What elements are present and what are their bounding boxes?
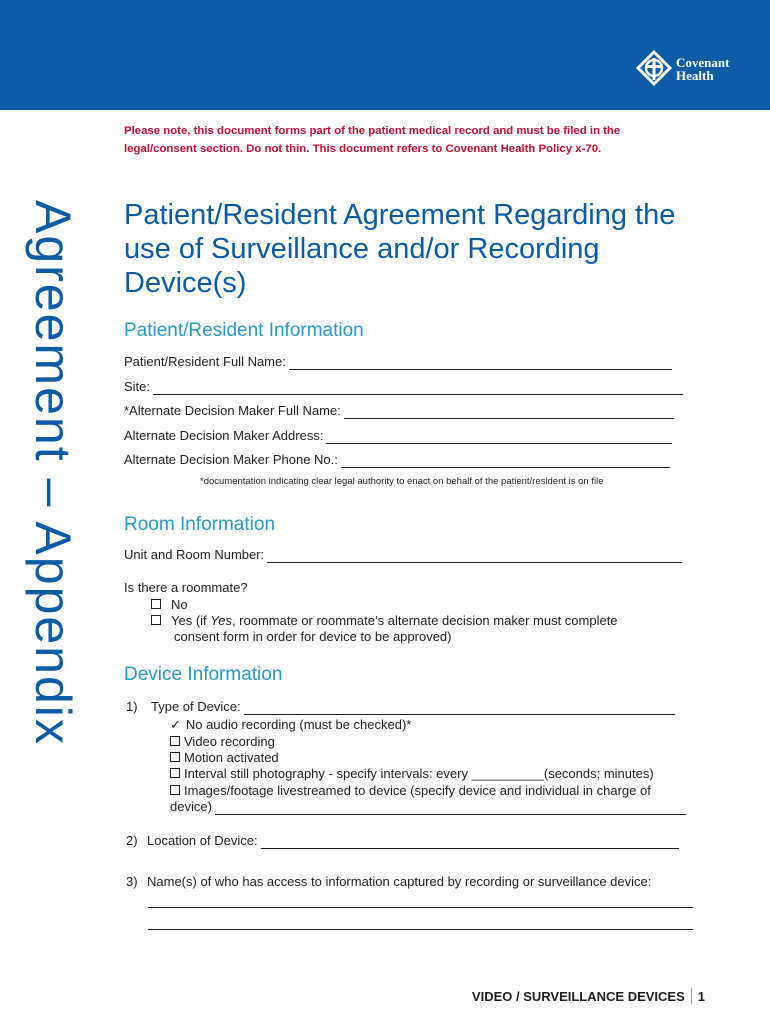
site-field[interactable] (124, 379, 683, 395)
alt-address-field[interactable] (124, 428, 672, 444)
access-input-line-2[interactable] (148, 929, 693, 930)
checkbox-icon[interactable] (170, 785, 180, 795)
room-section-heading: Room Information (124, 514, 276, 535)
livestream-label: Images/footage livestreamed to device (specify device and individual in charge of (184, 783, 651, 798)
motion-label: Motion activated (184, 750, 279, 765)
q2-number: 2) (126, 833, 138, 848)
option-yes-line-2: consent form in order for device to be approved) (174, 629, 452, 644)
alt-phone-field[interactable] (124, 452, 670, 468)
livestream-device-input-line[interactable] (215, 802, 686, 815)
patient-section-heading: Patient/Resident Information (124, 320, 364, 341)
option-no-audio[interactable] (170, 717, 411, 733)
alt-name-input-line[interactable] (344, 406, 674, 419)
roommate-option-yes[interactable] (151, 613, 618, 629)
page-number: 1 (697, 989, 705, 1004)
logo-text (676, 56, 729, 82)
option-interval[interactable] (170, 766, 654, 782)
option-video[interactable] (170, 734, 275, 750)
full-name-input-line[interactable] (289, 357, 672, 370)
site-label: Site: (124, 379, 151, 394)
covenant-health-logo (636, 50, 736, 90)
option-livestream[interactable] (170, 783, 651, 799)
footer-separator (691, 988, 692, 1004)
alt-name-field[interactable] (124, 403, 674, 419)
option-yes-emphasis: Yes (210, 613, 232, 628)
option-motion[interactable] (170, 750, 279, 766)
access-question: Name(s) of who has access to information captured by recording or surveillance device: (147, 874, 652, 889)
device-type-label: Type of Device: (151, 699, 241, 714)
unit-room-input-line[interactable] (267, 550, 682, 563)
legal-authority-footnote: *documentation indicating clear legal authority to enact on behalf of the patient/resident is on file (200, 476, 604, 487)
alt-address-label: Alternate Decision Maker Address: (124, 428, 324, 443)
device-type-field[interactable] (151, 699, 675, 715)
alt-name-label: *Alternate Decision Maker Full Name: (124, 403, 341, 418)
livestream-device-field[interactable] (170, 799, 686, 815)
title-line-2: use of Surveillance and/or Recording (124, 233, 600, 265)
location-label: Location of Device: (147, 833, 258, 848)
video-label: Video recording (184, 734, 275, 749)
alt-phone-label: Alternate Decision Maker Phone No.: (124, 452, 338, 467)
checkbox-icon[interactable] (170, 752, 180, 762)
logo-line-2: Health (676, 68, 714, 83)
option-yes-prefix: Yes (if (171, 613, 211, 628)
policy-notice: Please note, this document forms part of the patient medical record and must be filed in the legal/consent section. Do not thin. This document refers to Covenant Health Policy x-70. (124, 125, 621, 155)
option-yes-suffix: , roommate or roommate’s alternate decision maker must complete (231, 613, 618, 628)
livestream-line-2: device) (170, 799, 212, 814)
location-input-line[interactable] (261, 836, 679, 849)
full-name-field[interactable] (124, 354, 672, 370)
logo-line-1: Covenant (676, 55, 730, 70)
interval-label: Interval still photography - specify intervals: every __________(seconds; minutes) (184, 766, 654, 781)
footer-label: VIDEO / SURVEILLANCE DEVICES (471, 989, 685, 1004)
device-type-input-line[interactable] (244, 702, 675, 715)
option-no-label: No (171, 597, 188, 612)
no-audio-label: No audio recording (must be checked)* (185, 717, 412, 732)
q1-number: 1) (126, 699, 138, 714)
unit-room-field[interactable] (124, 547, 682, 563)
unit-room-label: Unit and Room Number: (124, 547, 265, 562)
full-name-label: Patient/Resident Full Name: (124, 354, 286, 369)
alt-phone-input-line[interactable] (341, 455, 670, 468)
device-section-heading: Device Information (124, 664, 283, 685)
q3-number: 3) (126, 874, 138, 889)
site-input-line[interactable] (153, 382, 683, 395)
page-footer (0, 988, 705, 1004)
checkbox-icon[interactable] (151, 599, 161, 609)
alt-address-input-line[interactable] (326, 431, 672, 444)
title-line-1: Patient/Resident Agreement Regarding the (124, 199, 676, 231)
checkbox-icon[interactable] (151, 615, 161, 625)
cross-icon (636, 50, 672, 90)
document-title (124, 198, 724, 300)
checkbox-icon[interactable] (170, 736, 180, 746)
location-field[interactable] (147, 833, 679, 849)
access-input-line-1[interactable] (148, 907, 693, 908)
title-line-3: Device(s) (124, 267, 247, 299)
roommate-question: Is there a roommate? (124, 580, 248, 595)
checkbox-icon[interactable] (170, 768, 180, 778)
header-band (0, 0, 770, 110)
sidebar-title: Agreement – Appendix (25, 200, 81, 746)
checkmark-icon[interactable]: ✓ (170, 717, 181, 732)
roommate-option-no[interactable] (151, 597, 188, 613)
